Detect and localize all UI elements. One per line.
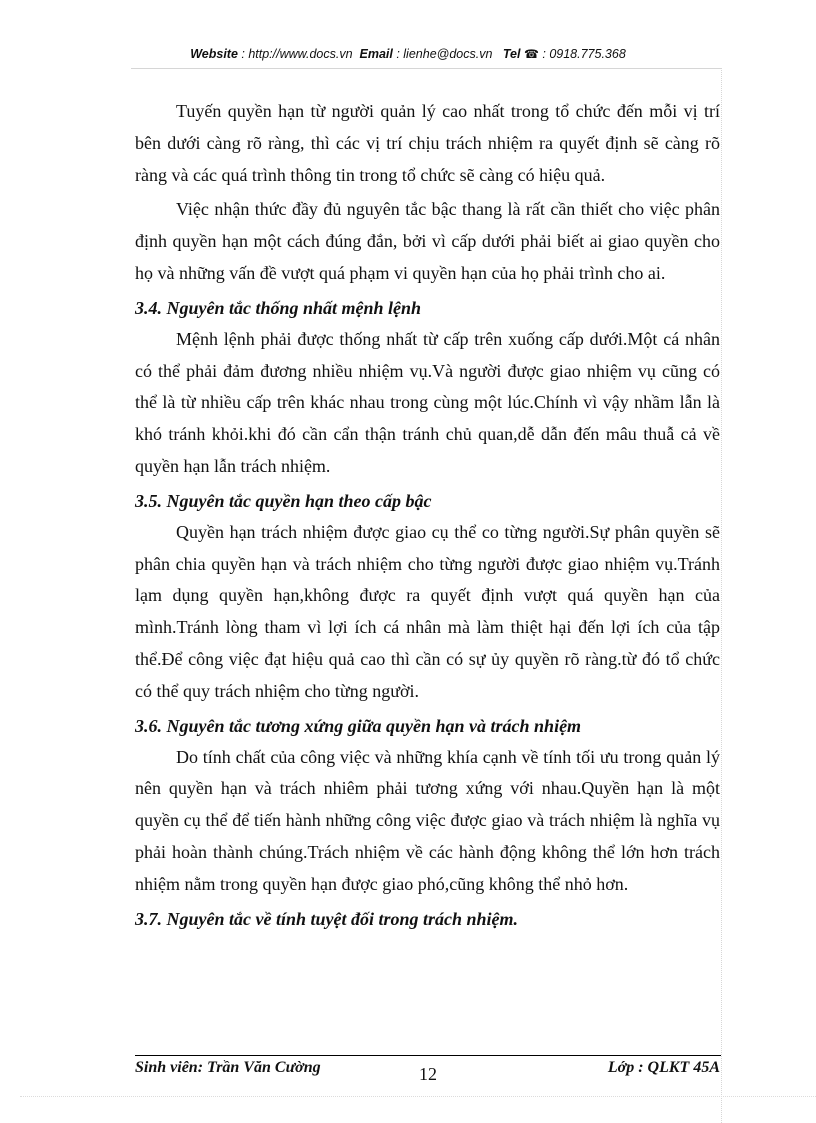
paragraph: Mệnh lệnh phải được thống nhất từ cấp trên xuống cấp dưới.Một cá nhân có thể phải đảm đương nhiều nhiệm vụ.Và người được giao nhiệm vụ cũng có thể là từ nhiều cấp trên khác nhau trong cùng một lúc.Chính vì vậy nhầm lẫn là khó tránh khỏi.khi đó cần cẩn thận tránh chủ quan,dễ dẫn đến mâu thuẫ cả về quyền hạn lẫn trách nhiệm. [135,328,720,476]
section-heading-3-7: 3.7. Nguyên tắc về tính tuyệt đối trong trách nhiệm. [135,908,519,929]
paragraph: Tuyến quyền hạn từ người quản lý cao nhất trong tổ chức đến mỗi vị trí bên dưới càng rõ ràng, thì các vị trí chịu trách nhiệm ra quyết định sẽ càng rõ ràng và các quá trình thông tin trong tổ chức sẽ càng có hiệu quả. [135,101,720,185]
header-separator: : [237,47,249,61]
website-url[interactable]: http://www.docs.vn [248,47,353,61]
tel-label: Tel [502,47,521,61]
section-heading-3-6: 3.6. Nguyên tắc tương xứng giữa quyền hạn và trách nhiệm [135,715,582,736]
phone-icon: ☎ [523,47,539,61]
page-border-bottom [20,1096,816,1097]
paragraph: Việc nhận thức đầy đủ nguyên tắc bậc thang là rất cần thiết cho việc phân định quyền hạn một cách đúng đắn, bởi vì cấp dưới phải biết ai giao quyền cho họ và những vấn đề vượt quá phạm vi quyền hạn của họ phải trình cho ai. [135,199,720,283]
header-separator: : [538,47,550,61]
footer-rule [135,1055,721,1056]
section-heading-3-5: 3.5. Nguyên tắc quyền hạn theo cấp bậc [135,490,432,511]
section-heading-3-4: 3.4. Nguyên tắc thống nhất mệnh lệnh [135,297,422,318]
website-label: Website [190,47,238,61]
page-number: 12 [419,1064,437,1084]
header-separator: : [392,47,404,61]
page-border-top [131,68,721,69]
page-header [0,47,816,61]
paragraph: Do tính chất của công việc và những khía cạnh về tính tối ưu trong quản lý nên quyền hạn và trách nhiêm phải tương xứng với nhau.Quyền hạn là một quyền cụ thể để tiến hành những công việc được giao và trách nhiệm là nghĩa vụ phải hoàn thành chúng.Trách nhiệm về các hành động không thể lớn hơn trách nhiệm nằm trong quyền hạn được giao phó,cũng không thể nhỏ hơn. [135,746,720,894]
footer-student: Sinh viên: Trần Văn Cường [135,1059,321,1076]
page-border-right [721,68,722,1123]
email-label: Email [359,47,393,61]
tel-value: 0918.775.368 [549,47,626,61]
email-value[interactable]: lienhe@docs.vn [403,47,493,61]
document-body [135,96,720,935]
footer-class: Lớp : QLKT 45A [607,1059,720,1076]
paragraph: Quyền hạn trách nhiệm được giao cụ thể co từng người.Sự phân quyền sẽ phân chia quyền hạn và trách nhiệm cho từng người được giao nhiệm vụ.Tránh lạm dụng quyền hạn,không được ra quyết định vượt quá quyền hạn của mình.Tránh lòng tham vì lợi ích cá nhân mà làm thiệt hại đến lợi ích của tập thể.Để công việc đạt hiệu quả cao thì cần có sự ủy quyền rõ ràng.từ đó tổ chức có thể quy trách nhiệm cho từng người. [135,521,720,701]
